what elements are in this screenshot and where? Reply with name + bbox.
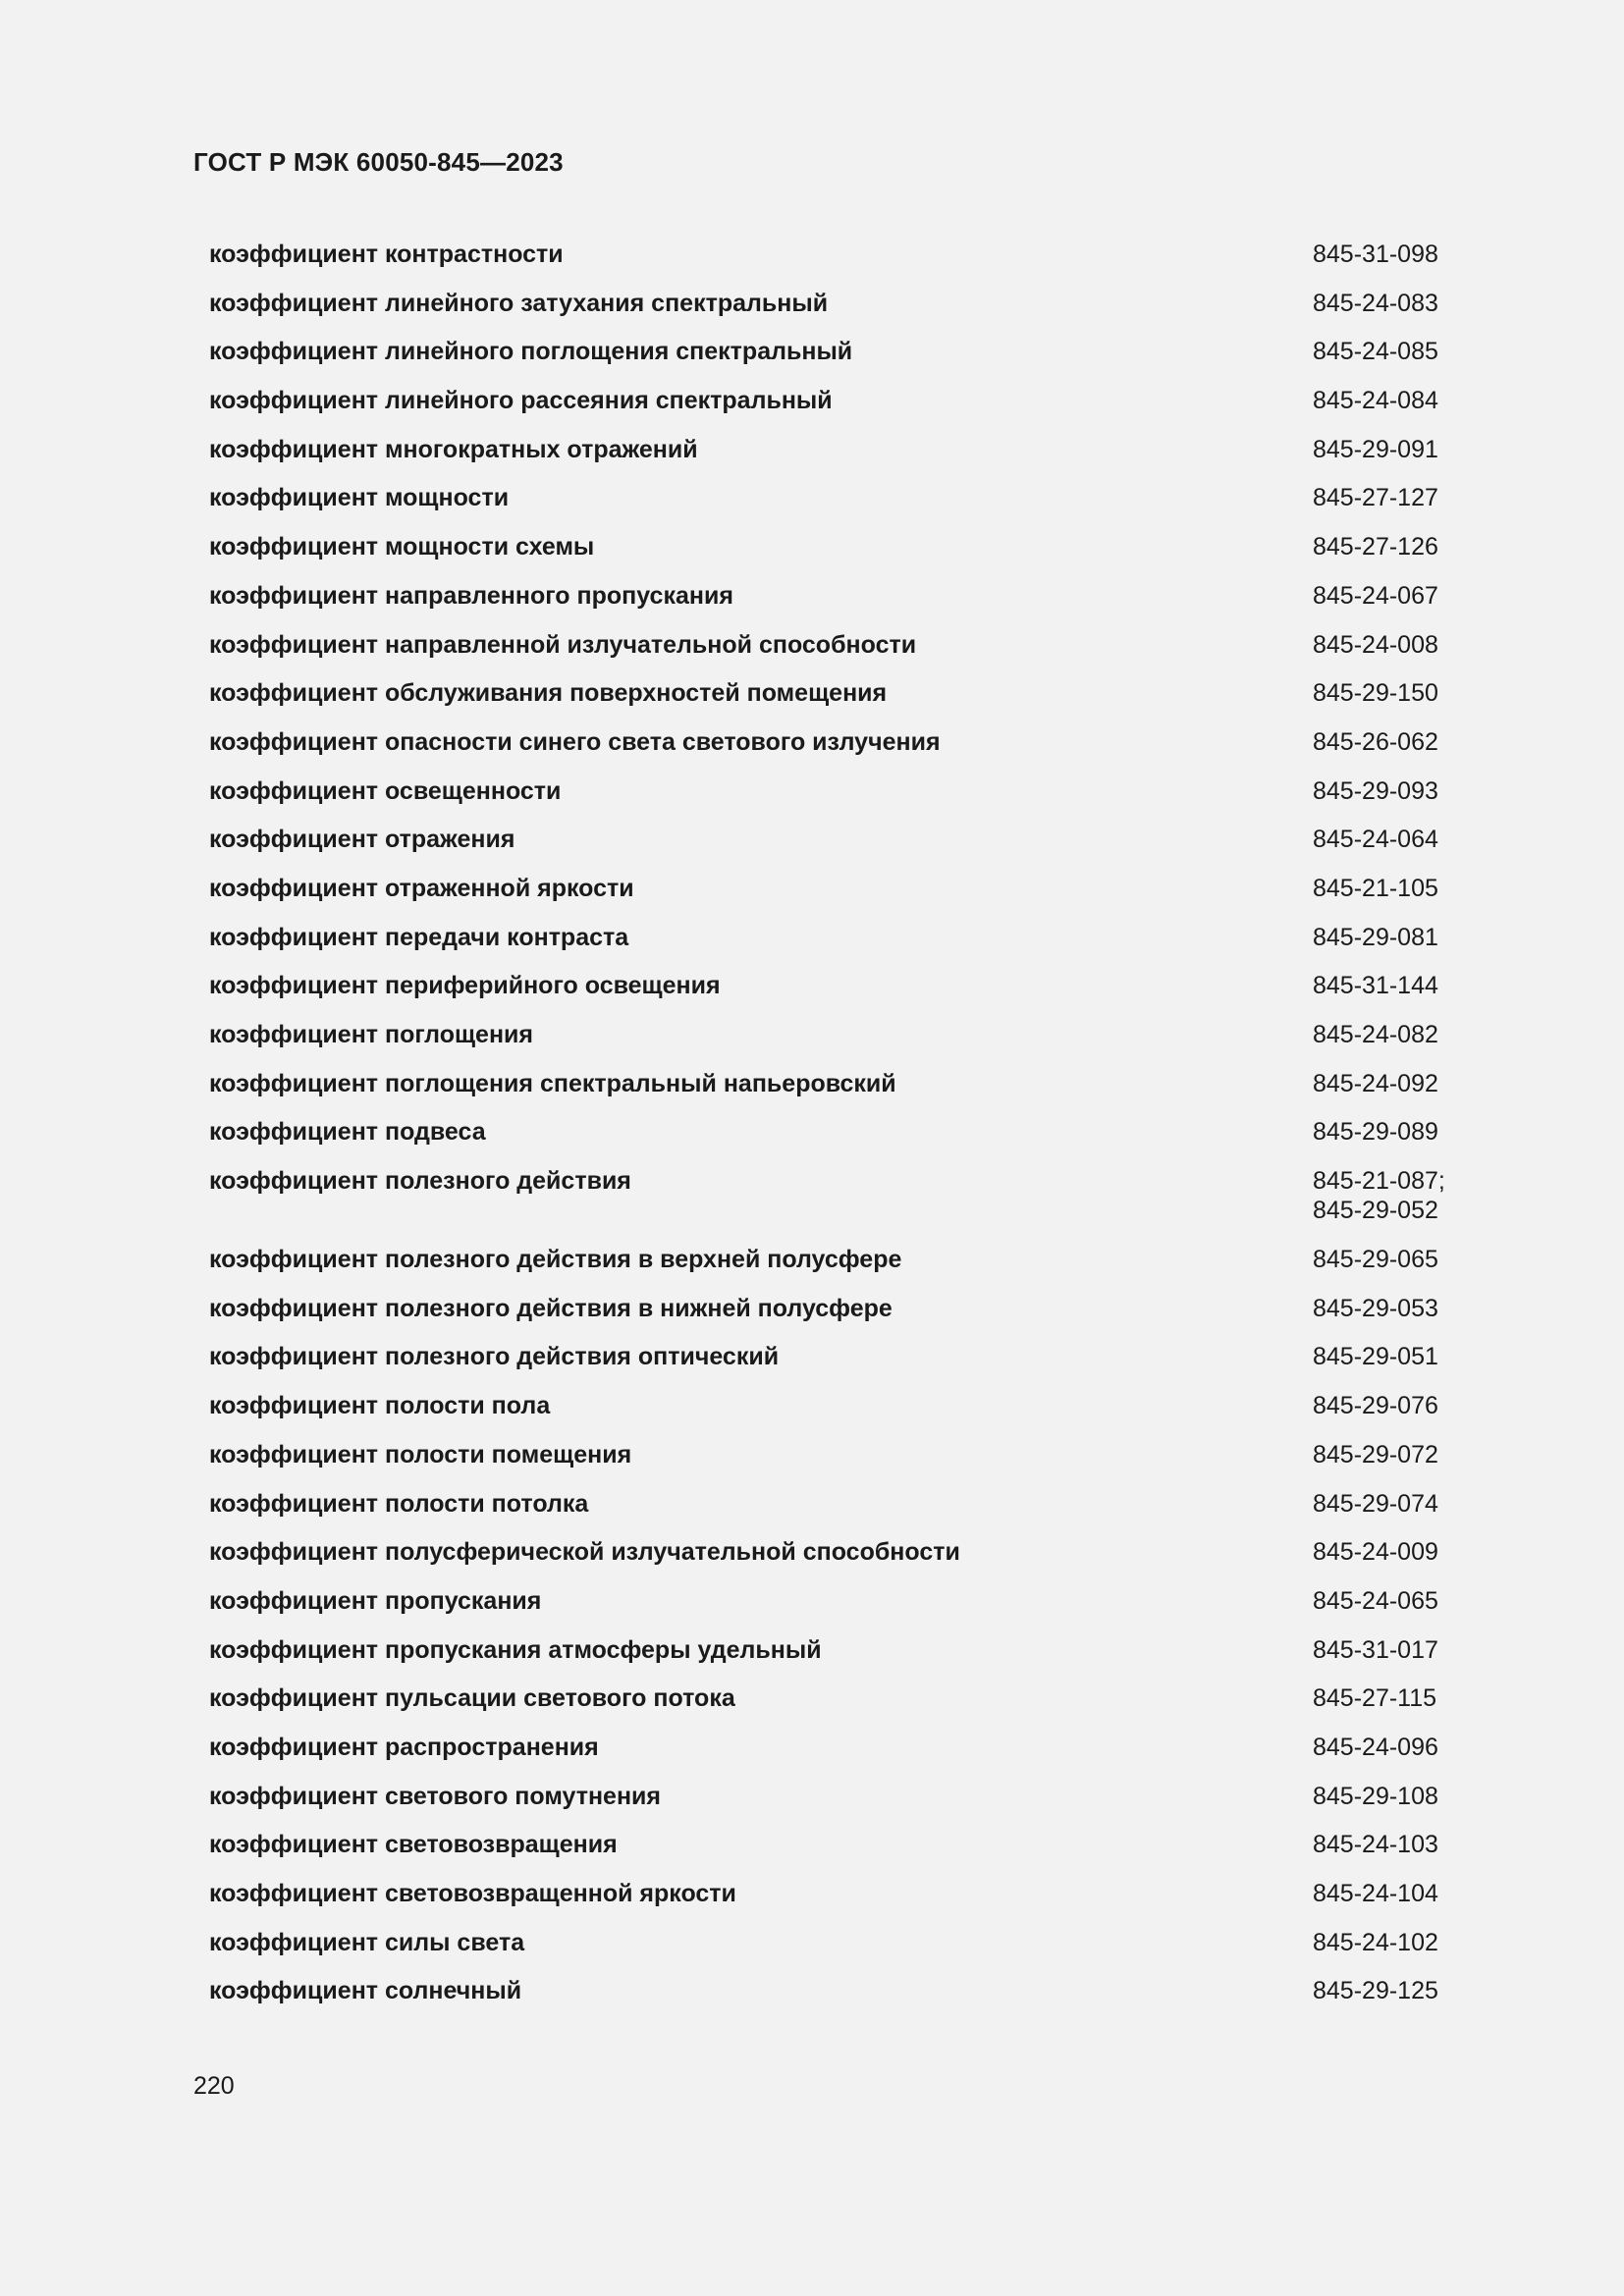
index-term: коэффициент поглощения спектральный напьеровский [209, 1069, 896, 1097]
index-term: коэффициент полости помещения [209, 1440, 632, 1468]
index-term: коэффициент периферийного освещения [209, 972, 721, 1000]
term-reference-number: 845-29-081 [1313, 923, 1438, 951]
term-reference-number: 845-29-089 [1313, 1118, 1438, 1147]
term-reference-number: 845-24-085 [1313, 338, 1438, 366]
index-entry [209, 1976, 1456, 2025]
term-reference-number: 845-31-144 [1313, 972, 1438, 1000]
term-reference-number: 845-29-053 [1313, 1294, 1438, 1322]
index-refs [1313, 971, 1456, 1000]
index-refs [1313, 240, 1456, 269]
index-term: коэффициент полости потолка [209, 1489, 589, 1518]
term-reference-number: 845-24-009 [1313, 1538, 1438, 1567]
term-reference-number: 845-24-096 [1313, 1733, 1438, 1761]
term-reference-number: 845-29-091 [1313, 435, 1438, 463]
index-term: коэффициент направленного пропускания [209, 581, 733, 610]
index-entry [209, 971, 1456, 1020]
index-refs [1313, 1928, 1456, 1957]
index-term: коэффициент полости пола [209, 1392, 551, 1420]
index-term: коэффициент светового помутнения [209, 1782, 662, 1810]
index-term: коэффициент полезного действия оптический [209, 1343, 780, 1371]
index-term: коэффициент линейного поглощения спектральный [209, 338, 853, 366]
index-refs [1313, 1294, 1456, 1323]
index-entry [209, 1635, 1456, 1684]
index-entry [209, 1342, 1456, 1391]
index-refs [1313, 532, 1456, 561]
term-reference-number: 845-29-093 [1313, 776, 1438, 805]
index-refs [1313, 1117, 1456, 1147]
index-term: коэффициент пульсации светового потока [209, 1684, 735, 1713]
term-reference-number: 845-24-104 [1313, 1880, 1438, 1907]
index-entry [209, 776, 1456, 826]
term-reference-number: 845-24-103 [1313, 1831, 1438, 1859]
index-term: коэффициент отраженной яркости [209, 874, 634, 902]
index-refs [1313, 630, 1456, 660]
index-refs [1313, 678, 1456, 708]
index-refs [1313, 1635, 1456, 1665]
index-entry [209, 1020, 1456, 1069]
term-reference-number: 845-29-065 [1313, 1246, 1438, 1274]
index-refs [1313, 1391, 1456, 1420]
index-entry [209, 630, 1456, 679]
index-refs [1313, 874, 1456, 903]
index-entry [209, 240, 1456, 289]
index-entry [209, 1294, 1456, 1343]
index-refs [1313, 1069, 1456, 1098]
index-term: коэффициент полусферической излучательной способности [209, 1538, 960, 1567]
index-term: коэффициент передачи контраста [209, 923, 629, 951]
term-reference-number: 845-29-108 [1313, 1782, 1438, 1810]
term-reference-number: 845-24-084 [1313, 387, 1438, 415]
term-reference-number: 845-27-126 [1313, 533, 1438, 561]
index-term: коэффициент освещенности [209, 776, 562, 805]
index-term: коэффициент полезного действия в нижней полусфере [209, 1294, 893, 1322]
index-entry [209, 1537, 1456, 1586]
term-reference-number: 845-26-062 [1313, 727, 1438, 756]
index-term: коэффициент поглощения [209, 1021, 534, 1048]
index-refs [1313, 1782, 1456, 1811]
index-refs [1313, 776, 1456, 806]
term-reference-number: 845-31-017 [1313, 1635, 1438, 1664]
index-refs [1313, 1683, 1456, 1713]
index-entry [209, 1928, 1456, 1977]
index-term: коэффициент силы света [209, 1928, 525, 1956]
term-reference-number: 845-24-082 [1313, 1021, 1438, 1048]
index-term: коэффициент обслуживания поверхностей помещения [209, 679, 888, 708]
index-entry [209, 1830, 1456, 1879]
term-reference-number: 845-24-064 [1313, 826, 1438, 854]
term-reference-number: 845-24-083 [1313, 289, 1438, 317]
index-term: коэффициент опасности синего света светового излучения [209, 727, 941, 756]
index-refs [1313, 1976, 1456, 2005]
index-refs [1313, 337, 1456, 366]
index-refs [1313, 923, 1456, 952]
term-reference-number: 845-24-008 [1313, 630, 1438, 659]
index-term: коэффициент направленной излучательной способности [209, 630, 917, 659]
term-reference-number: 845-24-067 [1313, 581, 1438, 610]
term-index-list [209, 240, 1456, 2025]
index-entry [209, 727, 1456, 776]
index-refs [1313, 1440, 1456, 1469]
index-entry [209, 1069, 1456, 1118]
index-entry [209, 483, 1456, 532]
term-reference-number: 845-21-105 [1313, 874, 1438, 902]
index-entry [209, 1782, 1456, 1831]
index-entry [209, 1166, 1456, 1245]
index-entry [209, 1440, 1456, 1489]
index-entry [209, 1117, 1456, 1166]
document-code-header: ГОСТ Р МЭК 60050-845—2023 [193, 147, 564, 177]
index-refs [1313, 1537, 1456, 1567]
index-entry [209, 1245, 1456, 1294]
term-reference-number: 845-29-052 [1313, 1197, 1438, 1225]
index-entry [209, 386, 1456, 435]
index-entry [209, 1683, 1456, 1733]
index-refs [1313, 1166, 1456, 1225]
index-term: коэффициент полезного действия [209, 1167, 631, 1196]
index-term: коэффициент пропускания атмосферы удельный [209, 1635, 822, 1664]
index-entry [209, 923, 1456, 972]
index-refs [1313, 483, 1456, 512]
term-reference-number: 845-29-076 [1313, 1392, 1438, 1420]
index-term: коэффициент контрастности [209, 240, 564, 268]
index-refs [1313, 435, 1456, 464]
index-refs [1313, 1245, 1456, 1274]
term-reference-number: 845-21-087; [1313, 1167, 1445, 1196]
term-reference-number: 845-31-098 [1313, 240, 1438, 268]
index-term: коэффициент распространения [209, 1733, 599, 1761]
index-refs [1313, 727, 1456, 757]
index-entry [209, 337, 1456, 386]
index-term: коэффициент подвеса [209, 1118, 486, 1147]
index-entry [209, 289, 1456, 338]
term-reference-number: 845-24-092 [1313, 1069, 1438, 1097]
index-entry [209, 1879, 1456, 1928]
index-term: коэффициент солнечный [209, 1977, 522, 2005]
index-term: коэффициент многократных отражений [209, 435, 698, 463]
index-refs [1313, 289, 1456, 318]
index-refs [1313, 581, 1456, 611]
index-entry [209, 532, 1456, 581]
term-reference-number: 845-29-150 [1313, 679, 1438, 708]
index-entry [209, 581, 1456, 630]
index-refs [1313, 1830, 1456, 1859]
index-entry [209, 1391, 1456, 1440]
index-entry [209, 825, 1456, 874]
term-reference-number: 845-27-115 [1313, 1684, 1437, 1713]
term-reference-number: 845-29-074 [1313, 1489, 1438, 1518]
index-term: коэффициент полезного действия в верхней полусфере [209, 1246, 902, 1274]
index-term: коэффициент мощности [209, 484, 510, 512]
term-reference-number: 845-29-072 [1313, 1440, 1438, 1468]
index-entry [209, 1489, 1456, 1538]
index-refs [1313, 1020, 1456, 1049]
index-entry [209, 435, 1456, 484]
index-term: коэффициент линейного затухания спектральный [209, 289, 829, 317]
term-reference-number: 845-29-051 [1313, 1343, 1438, 1371]
index-refs [1313, 1733, 1456, 1762]
index-term: коэффициент линейного рассеяния спектральный [209, 387, 833, 415]
index-refs [1313, 1489, 1456, 1519]
term-reference-number: 845-24-102 [1313, 1928, 1438, 1956]
index-term: коэффициент световозвращенной яркости [209, 1880, 736, 1907]
index-term: коэффициент мощности схемы [209, 533, 595, 561]
term-reference-number: 845-27-127 [1313, 484, 1438, 512]
index-entry [209, 874, 1456, 923]
index-refs [1313, 1586, 1456, 1616]
index-term: коэффициент отражения [209, 826, 515, 854]
index-refs [1313, 1342, 1456, 1371]
term-reference-number: 845-24-065 [1313, 1586, 1438, 1615]
index-term: коэффициент пропускания [209, 1586, 542, 1615]
index-entry [209, 1733, 1456, 1782]
term-reference-number: 845-29-125 [1313, 1977, 1438, 2005]
index-entry [209, 678, 1456, 727]
page-number: 220 [193, 2072, 235, 2100]
index-refs [1313, 825, 1456, 854]
index-entry [209, 1586, 1456, 1635]
index-term: коэффициент световозвращения [209, 1831, 618, 1859]
index-refs [1313, 1879, 1456, 1908]
index-refs [1313, 386, 1456, 415]
